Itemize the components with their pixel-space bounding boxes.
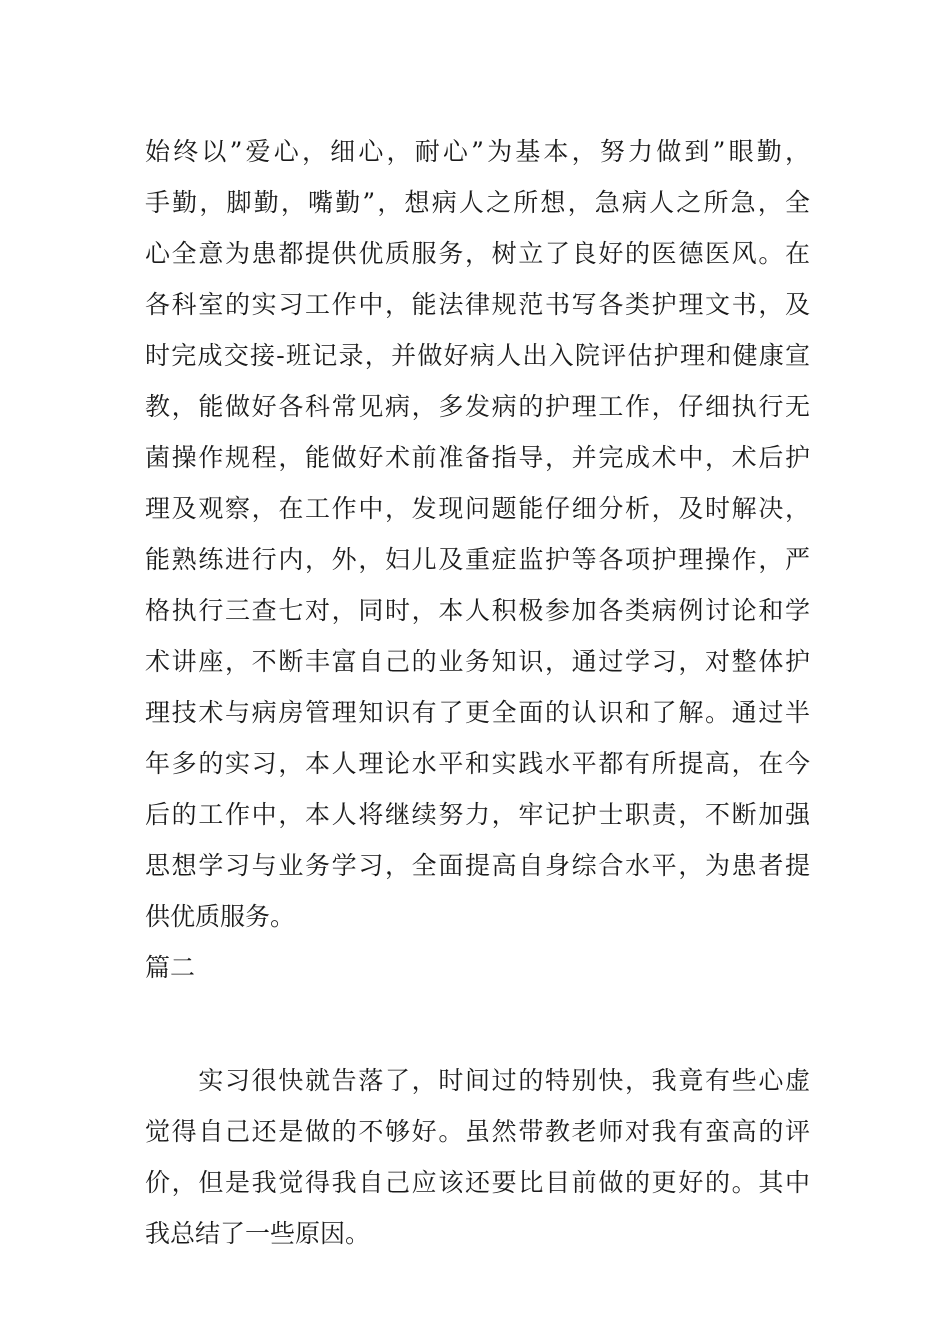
- paragraph-line: 菌操作规程，能做好术前准备指导，并完成术中，术后护: [145, 443, 810, 472]
- paragraph-line: 教，能做好各科常见病，多发病的护理工作，仔细执行无: [145, 392, 810, 421]
- paragraph-line: 格执行三查七对，同时，本人积极参加各类病例讨论和学: [145, 596, 810, 625]
- paragraph-line: 价，但是我觉得我自己应该还要比目前做的更好的。其中: [145, 1168, 810, 1197]
- paragraph-line: 我总结了一些原因。: [145, 1219, 371, 1248]
- paragraph-line: 术讲座，不断丰富自己的业务知识，通过学习，对整体护: [145, 647, 810, 676]
- paragraph-line: 供优质服务。: [145, 902, 296, 931]
- paragraph-line: 心全意为患都提供优质服务，树立了良好的医德医风。在: [145, 239, 810, 268]
- paragraph-line: 理及观察，在工作中，发现问题能仔细分析，及时解决，: [145, 494, 810, 523]
- paragraph-line: 各科室的实习工作中，能法律规范书写各类护理文书，及: [145, 290, 810, 319]
- section-heading: 篇二: [145, 953, 196, 982]
- paragraph-line: 能熟练进行内，外，妇儿及重症监护等各项护理操作，严: [145, 545, 810, 574]
- paragraph-line: 实习很快就告落了，时间过的特别快，我竟有些心虚: [145, 1066, 810, 1095]
- paragraph-line: 年多的实习，本人理论水平和实践水平都有所提高，在今: [145, 749, 810, 778]
- paragraph-line: 始终以”爱心，细心，耐心”为基本，努力做到”眼勤，: [145, 137, 810, 166]
- paragraph-line: 后的工作中，本人将继续努力，牢记护士职责，不断加强: [145, 800, 810, 829]
- paragraph-line: 思想学习与业务学习，全面提高自身综合水平，为患者提: [145, 851, 810, 880]
- paragraph-line: 理技术与病房管理知识有了更全面的认识和了解。通过半: [145, 698, 810, 727]
- paragraph-line: 觉得自己还是做的不够好。虽然带教老师对我有蛮高的评: [145, 1117, 810, 1146]
- paragraph-line: 时完成交接-班记录，并做好病人出入院评估护理和健康宣: [145, 341, 810, 370]
- paragraph-line: 手勤，脚勤，嘴勤”，想病人之所想，急病人之所急，全: [145, 188, 810, 217]
